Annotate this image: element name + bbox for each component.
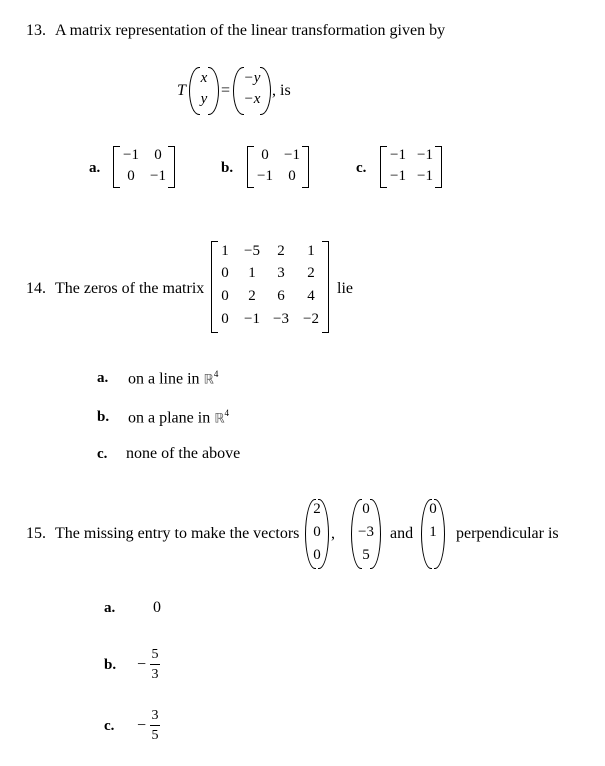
vector-entry: 2 (313, 501, 321, 517)
q15-and: and (390, 525, 414, 542)
matrix-cell: −2 (303, 311, 319, 327)
matrix-cell: −1 (390, 147, 406, 163)
q15-vector-3 (421, 499, 445, 569)
denominator: 5 (151, 728, 159, 743)
minus-sign: − (137, 655, 147, 673)
q15-option-a-value: 0 (153, 599, 161, 616)
q15-comma: , (331, 525, 335, 542)
numerator: 3 (151, 708, 159, 723)
q13-input-x: x (200, 70, 208, 86)
vector-entry: −3 (358, 524, 374, 540)
minus-sign: − (137, 716, 147, 734)
matrix-cell: 0 (221, 311, 229, 327)
q13-option-a-label: a. (89, 160, 101, 176)
matrix-cell: 4 (307, 288, 315, 304)
q14-matrix (211, 241, 329, 333)
q14-option-b-text (128, 408, 229, 427)
q14-option-b-label: b. (97, 409, 110, 425)
q13-number: 13. (26, 22, 46, 39)
matrix-cell: 3 (277, 265, 285, 281)
numerator: 5 (151, 647, 159, 662)
q15-option-b-label: b. (104, 657, 117, 673)
q13-output-2: −x (243, 91, 261, 107)
exponent: 4 (224, 408, 229, 418)
q15-vector-2 (351, 499, 381, 569)
matrix-cell: 1 (307, 243, 315, 259)
matrix-cell: −1 (417, 147, 433, 163)
q15-text: The missing entry to make the vectors (55, 525, 300, 542)
matrix-cell: 0 (127, 168, 135, 184)
matrix-cell: −5 (244, 243, 260, 259)
exponent: 4 (213, 369, 219, 379)
q13-input-y: y (200, 91, 208, 107)
q14-option-c-text: none of the above (126, 445, 241, 462)
vector-entry: 1 (429, 524, 437, 540)
q13-text: A matrix representation of the linear transformation given by (55, 22, 446, 39)
matrix-cell: −1 (284, 147, 300, 163)
q13-output-1: −y (243, 70, 261, 86)
option-text: on a line in (128, 370, 200, 388)
q13-transform-symbol: T (177, 82, 186, 99)
vector-entry: 0 (313, 524, 321, 540)
q13-option-b-matrix (247, 146, 309, 188)
q15-option-a-label: a. (104, 600, 116, 616)
matrix-cell: 2 (307, 265, 315, 281)
matrix-cell: 0 (221, 288, 229, 304)
q13-suffix: , is (272, 82, 291, 99)
q15-number: 15. (26, 525, 46, 542)
fraction (150, 647, 160, 682)
denominator: 3 (151, 667, 159, 682)
matrix-cell: −1 (417, 168, 433, 184)
q13-equals: = (221, 82, 231, 99)
q14-text: The zeros of the matrix (55, 280, 205, 297)
q15-vector-1 (305, 499, 329, 569)
matrix-cell: −1 (257, 168, 273, 184)
q13-option-b-label: b. (221, 160, 234, 176)
q14-option-a-text (128, 369, 218, 388)
matrix-cell: 2 (277, 243, 285, 259)
fraction (150, 708, 160, 743)
option-text: on a plane in (128, 409, 211, 427)
vector-entry: 0 (362, 501, 370, 517)
matrix-cell: −1 (390, 168, 406, 184)
matrix-cell: 6 (277, 288, 285, 304)
vector-entry: 5 (362, 547, 370, 563)
q13-input-vector (189, 67, 219, 115)
q15-option-b-value (137, 647, 160, 682)
matrix-cell: −3 (273, 311, 289, 327)
matrix-cell: 0 (221, 265, 229, 281)
q14-number: 14. (26, 280, 46, 297)
matrix-cell: 0 (261, 147, 269, 163)
real-space-symbol: ℝ (203, 372, 214, 388)
real-space-symbol: ℝ (214, 411, 225, 427)
q14-option-c-label: c. (97, 446, 108, 462)
q13-option-c-label: c. (356, 160, 367, 176)
matrix-cell: −1 (123, 147, 139, 163)
q14-option-a-label: a. (97, 370, 109, 386)
q13-option-a-matrix (113, 146, 175, 188)
matrix-cell: −1 (150, 168, 166, 184)
q15-option-c-value (137, 708, 160, 743)
q15-suffix: perpendicular is (456, 525, 559, 542)
matrix-cell: 1 (221, 243, 229, 259)
q13-option-c-matrix (380, 146, 442, 188)
matrix-cell: 0 (288, 168, 296, 184)
q13-output-vector (233, 67, 271, 115)
q14-suffix: lie (337, 280, 353, 297)
matrix-cell: 2 (248, 288, 256, 304)
matrix-cell: −1 (244, 311, 260, 327)
vector-entry: 0 (313, 547, 321, 563)
q15-option-c-label: c. (104, 718, 115, 734)
matrix-cell: 1 (248, 265, 256, 281)
vector-entry: 0 (429, 501, 437, 517)
matrix-cell: 0 (154, 147, 162, 163)
